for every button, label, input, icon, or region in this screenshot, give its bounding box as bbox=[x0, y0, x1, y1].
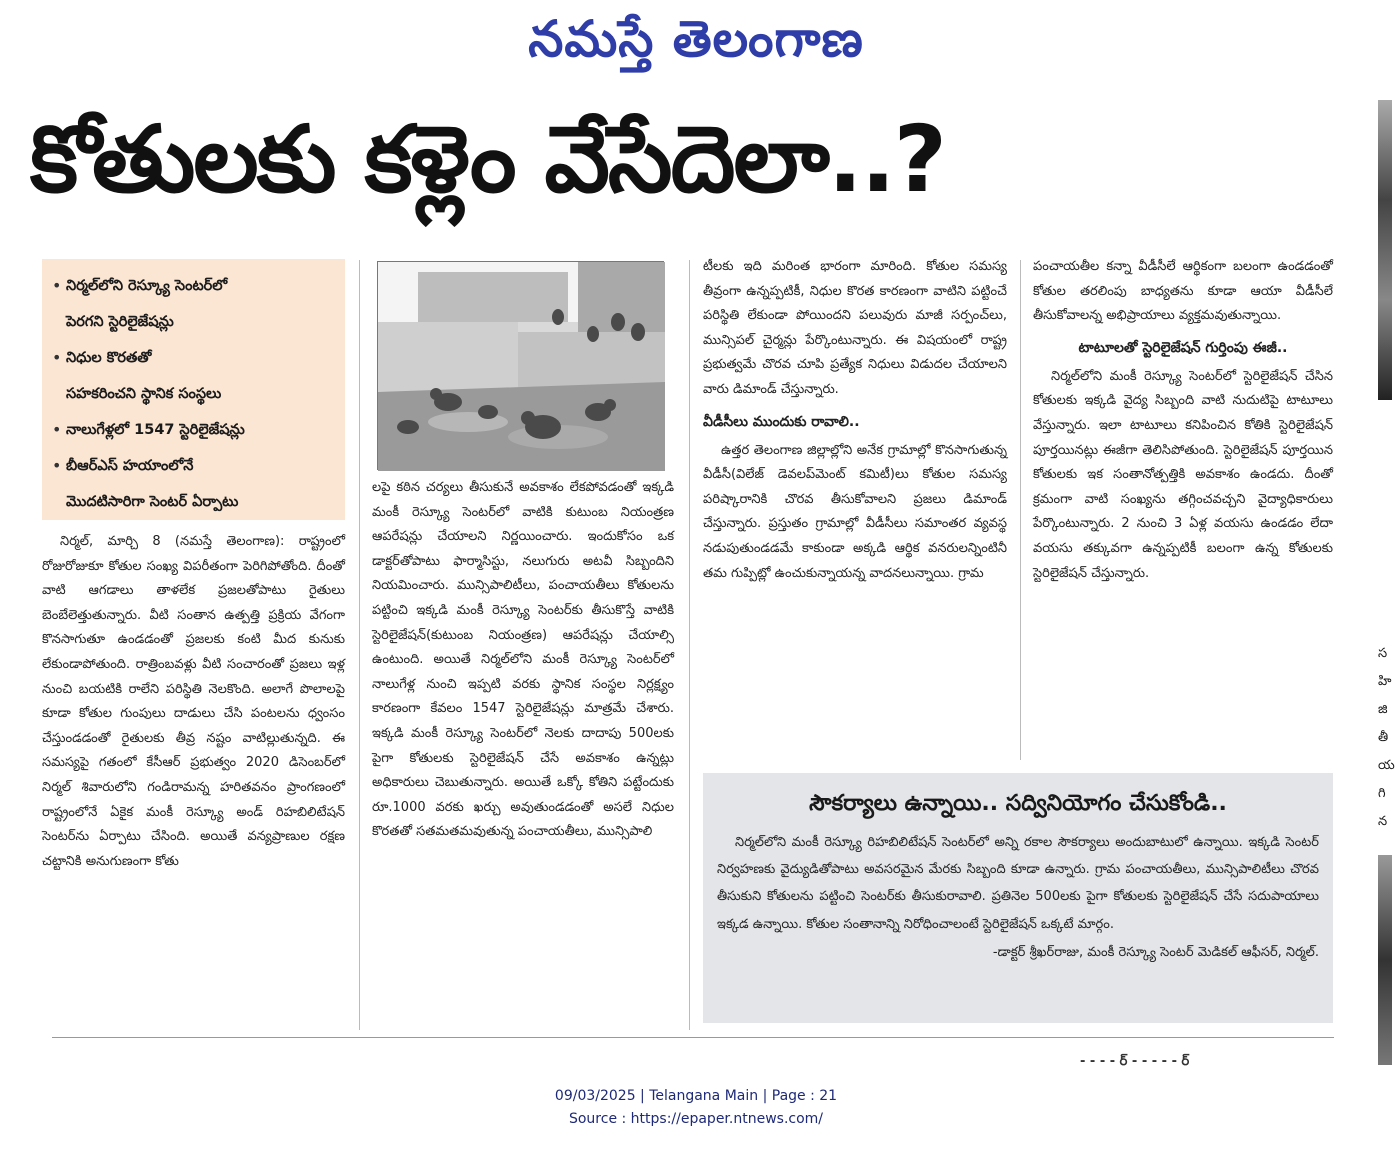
column-divider bbox=[689, 260, 690, 1030]
quote-body: నిర్మల్‌లోని మంకీ రెస్క్యూ రిహబిలిటేషన్ సెంటర్‌లో అన్ని రకాల సౌకర్యాలు అందుబాటులో ఉన్నాయి. ఇక్కడి సెంటర్ నిర్వహణకు వైద్యుడితోపాటు అవసరమైన మేరకు సిబ్బంది కూడా ఉన్నారు. గ్రామ పంచాయతీలు, మున్సిపాలిటీలు చొరవ తీసుకుని కోతులను పట్టించి సెంటర్‌కు తీసుకురావాలి. ప్రతినెల 500లకు పైగా కోతులకు స్టెరిలైజేషన్ చేసే సదుపాయాలు ఇక్కడ ఉన్నాయి. కోతుల సంతానాన్ని నిరోధించాలంటే స్టెరిలైజేషన్ ఒక్కటే మార్గం. bbox=[717, 835, 1319, 932]
monkeys-photo bbox=[377, 261, 664, 470]
adjacent-page-photo-strip bbox=[1378, 100, 1392, 400]
article-column-1 bbox=[42, 530, 345, 1030]
column-3-para-1: టీలకు ఇది మరింత భారంగా మారింది. కోతుల సమస్య తీవ్రంగా ఉన్నప్పటికీ, నిధుల కొరత కారణంగా వాటిని పట్టించే పరిస్థితి లేకుండా పోయిందని పలువురు మాజీ సర్పంచ్‌లు, మున్సిపల్ చైర్మన్లు పేర్కొంటున్నారు. ఈ విషయంలో రాష్ట్ర ప్రభుత్వమే చొరవ చూపి ప్రత్యేక నిధులు విడుదల చేయాలని వారు డిమాండ్ చేస్తున్నారు. bbox=[703, 259, 1007, 397]
next-article-fragment: - - - - ర్ - - - - - ర్ bbox=[1080, 1054, 1190, 1069]
column-2-text: లపై కఠిన చర్యలు తీసుకునే అవకాశం లేకపోవడంతో ఇక్కడి మంకీ రెస్క్యూ సెంటర్‌లో వాటికి కుటుంబ నియంత్రణ ఆపరేషన్లు చేయాలని నిర్ణయించారు. ఇందుకోసం ఒక డాక్టర్‌తోపాటు ఫార్మాసిస్టు, నలుగురు అటవీ సిబ్బందిని నియమించారు. మున్సిపాలిటీలు, పంచాయతీలు కోతులను పట్టించి ఇక్కడి మంకీ రెస్క్యూ సెంటర్‌కు తీసుకొస్తే వాటికి స్టెరిలైజేషన్(కుటుంబ నియంత్రణ) ఆపరేషన్లు చేయాల్సి ఉంటుంది. అయితే నిర్మల్‌లోని మంకీ రెస్క్యూ సెంటర్‌లో నాలుగేళ్ల నుంచి ఇప్పటి వరకు స్థానిక సంస్థల నిర్లక్ష్యం కారణంగా కేవలం 1547 స్టెరిలైజేషన్లు మాత్రమే చేశారు. ఇక్కడి మంకీ రెస్క్యూ సెంటర్‌లో నెలకు దాదాపు 500లకు పైగా కోతులకు స్టెరిలైజేషన్ చేసే అవకాశం ఉన్నట్లు అధికారులు చెబుతున్నారు. అయితే ఒక్కో కోతిని పట్టేందుకు రూ.1000 వరకు ఖర్చు అవుతుండడంతో అసలే నిధుల కొరతతో సతమతమవుతున్న పంచాయతీలు, మున్సిపాలి bbox=[372, 480, 674, 840]
highlight-item: పెరగని స్టెరిలైజేషన్లు bbox=[66, 314, 174, 330]
bullet-icon: • bbox=[52, 420, 62, 439]
bullet-icon: • bbox=[52, 348, 62, 367]
highlight-item: మొదటిసారిగా సెంటర్ ఏర్పాటు bbox=[66, 494, 239, 510]
expert-quote-box bbox=[703, 773, 1333, 1023]
highlight-item: • నిధుల కొరతతో bbox=[52, 341, 337, 375]
footer-source: Source : https://epaper.ntnews.com/ bbox=[568, 1111, 824, 1127]
headline: కోతులకు కళ్లెం వేసేదెలా..? bbox=[30, 106, 946, 213]
column-4-para-2: నిర్మల్‌లోని మంకీ రెస్క్యూ సెంటర్‌లో స్టెరిలైజేషన్ చేసిన కోతులకు ఇక్కడి వైద్య సిబ్బంది వాటి నుదుటిపై టాటూలు వేస్తున్నారు. ఇలా టాటూలు కనిపించిన కోతికి స్టెరిలైజేషన్ పూర్తయినట్లు ఈజీగా తెలిసిపోతుంది. స్టెరిలైజేషన్ పూర్తయిన కోతులకు ఇక సంతానోత్పత్తికి అవకాశం ఉండదు. దీంతో క్రమంగా వాటి సంఖ్యను తగ్గించవచ్చని వైద్యాధికారులు పేర్కొంటున్నారు. 2 నుంచి 3 ఏళ్ల వయసు ఉండడం లేదా వయసు తక్కువగా ఉన్నప్పటికీ బలంగా ఉన్న కోతులకు స్టెరిలైజేషన్ చేస్తున్నారు. bbox=[1033, 368, 1333, 581]
footer-date-page: 09/03/2025 | Telangana Main | Page : 21 bbox=[554, 1088, 838, 1104]
highlight-item: సహకరించని స్థానిక సంస్థలు bbox=[66, 386, 222, 402]
column-3-subhead: వీడీసీలు ముందుకు రావాలి.. bbox=[703, 413, 860, 430]
bullet-icon: • bbox=[52, 456, 62, 475]
column-3-para-2: ఉత్తర తెలంగాణ జిల్లాల్లోని అనేక గ్రామాల్లో కొనసాగుతున్న వీడీసీ(విలేజ్ డెవలప్‌మెంట్ కమిటీ)లు కోతుల సమస్య పరిష్కారానికి చొరవ తీసుకోవాలని ప్రజలు డిమాండ్ చేస్తున్నారు. ప్రస్తుతం గ్రామాల్లో వీడీసీలు సమాంతర వ్యవస్థ నడుపుతుండడమే కాకుండా అక్కడి ఆర్థిక వనరులన్నింటినీ తమ గుప్పిట్లో ఉంచుకున్నాయన్న వాదనలున్నాయి. గ్రామ bbox=[703, 442, 1007, 581]
highlight-item: • నాలుగేళ్లలో 1547 స్టెరిలైజేషన్లు bbox=[52, 413, 337, 447]
adjacent-page-photo-strip bbox=[1378, 855, 1392, 1065]
article-column-4 bbox=[1033, 255, 1333, 760]
highlights-box bbox=[42, 259, 345, 520]
quote-title: సౌకర్యాలు ఉన్నాయి.. సద్వినియోగం చేసుకోండి.. bbox=[809, 791, 1227, 816]
adjacent-page-text-strip: స హి జి తీ య గి న bbox=[1378, 646, 1395, 829]
column-divider bbox=[359, 260, 360, 1030]
highlight-item: • నిర్మల్‌లోని రెస్క్యూ సెంటర్‌లో bbox=[52, 269, 337, 303]
column-4-subhead: టాటూలతో స్టెరిలైజేషన్ గుర్తింపు ఈజీ.. bbox=[1078, 339, 1288, 356]
bottom-rule bbox=[52, 1037, 1334, 1038]
article-column-3 bbox=[703, 255, 1007, 760]
highlight-item: • బీఆర్‌ఎస్ హయాంలోనే bbox=[52, 449, 337, 483]
column-1-text: నిర్మల్, మార్చి 8 (నమస్తే తెలంగాణ): రాష్ట్రంలో రోజురోజుకూ కోతుల సంఖ్య విపరీతంగా పెరిగిపోతోంది. దీంతో వాటి ఆగడాలు తాళలేక ప్రజలతోపాటు రైతులు బెంబేలెత్తుతున్నారు. వీటి సంతాన ఉత్పత్తి ప్రక్రియ వేగంగా కొనసాగుతూ ఉండడంతో ప్రజలకు కంటి మీద కునుకు లేకుండాపోతుంది. రాత్రింబవళ్లు వీటి సంచారంతో ప్రజలు ఇళ్ల నుంచి బయటికి రాలేని పరిస్థితి నెలకొంది. అలాగే పొలాలపై కూడా కోతుల గుంపులు దాడులు చేసి పంటలను ధ్వంసం చేస్తుండడంతో రైతులకు తీవ్ర నష్టం వాటిల్లుతున్నది. ఈ సమస్యపై గతంలో కేసీఆర్ ప్రభుత్వం 2020 డిసెంబర్‌లో నిర్మల్ శివారులోని గండిరామన్న హరితవనం ప్రాంగణంలో రాష్ట్రంలోనే ఏకైక మంకీ రెస్క్యూ అండ్ రిహబిలిటేషన్ సెంటర్‌ను ఏర్పాటు చేసింది. అయితే వన్యప్రాణుల రక్షణ చట్టానికి అనుగుణంగా కోతు bbox=[42, 534, 345, 869]
column-4-para-1: పంచాయతీల కన్నా వీడీసీలే ఆర్థికంగా బలంగా ఉండడంతో కోతుల తరలింపు బాధ్యతను కూడా ఆయా వీడీసీలే తీసుకోవాలన్న అభిప్రాయాలు వ్యక్తమవుతున్నాయి. bbox=[1033, 259, 1333, 324]
masthead-logo: నమస్తే తెలంగాణ bbox=[528, 9, 864, 68]
quote-signature: -డాక్టర్ శ్రీఖర్‌రాజు, మంకీ రెస్క్యూ సెంటర్ మెడికల్ ఆఫీసర్, నిర్మల్. bbox=[992, 944, 1319, 960]
article-column-2 bbox=[372, 476, 674, 1031]
column-divider bbox=[1020, 260, 1021, 760]
bullet-icon: • bbox=[52, 276, 62, 295]
monkeys-illustration bbox=[378, 262, 665, 471]
